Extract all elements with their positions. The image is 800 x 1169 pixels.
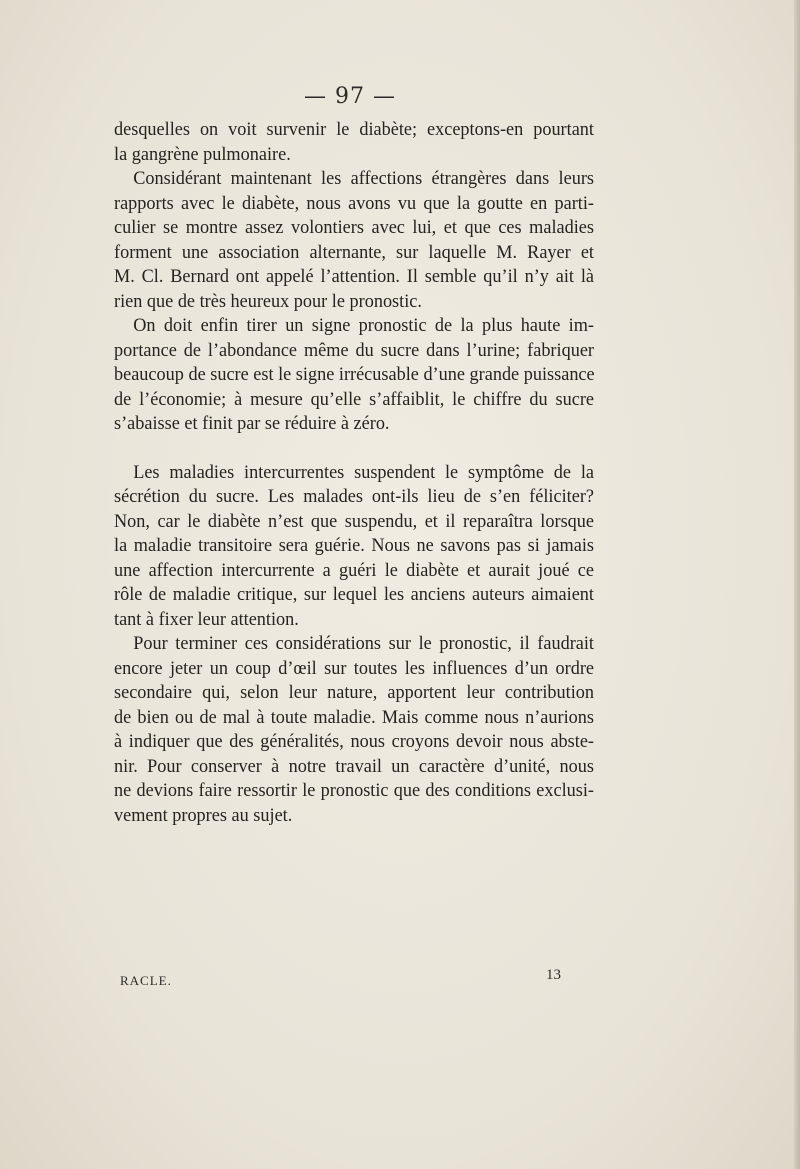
text-line: On doit enfin tirer un signe pronostic de la plus haute im- (133, 315, 594, 336)
text-line: de bien ou de mal à toute maladie. Mais comme nous n’aurions (114, 706, 594, 728)
body-text (114, 118, 594, 828)
text-line: ne devions faire ressortir le pronostic que des conditions exclusi- (114, 780, 594, 801)
page-number: — 97 — (304, 84, 396, 109)
paragraph-5 (114, 632, 594, 828)
paragraph-spacer (114, 437, 594, 461)
text-line: la gangrène pulmonaire. (114, 143, 291, 165)
text-line: tant à fixer leur attention. (114, 608, 299, 630)
text-line: beaucoup de sucre est le signe irrécusable d’une grande puissance (114, 364, 595, 385)
text-line: Considérant maintenant les affections étrangères dans leurs (133, 168, 594, 189)
text-line: secondaire qui, selon leur nature, apportent leur contribution (114, 682, 594, 703)
text-line: Pour terminer ces considérations sur le pronostic, il faudrait (133, 633, 594, 654)
text-line: la maladie transitoire sera guérie. Nous ne savons pas si jamais (114, 535, 594, 556)
sheet-number: 13 (546, 967, 561, 983)
text-line: forment une association alternante, sur laquelle M. Rayer et (114, 241, 594, 263)
page-edge (794, 0, 800, 1169)
author-signature: RACLE. (120, 973, 172, 988)
paragraph-4 (114, 461, 594, 633)
text-line: rien que de très heureux pour le pronostic. (114, 290, 422, 312)
text-line: à indiquer que des généralités, nous croyons devoir nous abste- (114, 731, 594, 752)
text-line: portance de l’abondance même du sucre dans l’urine; fabriquer (114, 339, 594, 361)
text-line: une affection intercurrente a guéri le diabète et aurait joué ce (114, 559, 594, 581)
paragraph-3 (114, 314, 594, 437)
paragraph-1 (114, 118, 594, 167)
text-line: de l’économie; à mesure qu’elle s’affaiblit, le chiffre du sucre (114, 388, 594, 410)
text-line: encore jeter un coup d’œil sur toutes les influences d’un ordre (114, 657, 594, 679)
text-line: nir. Pour conserver à notre travail un caractère d’unité, nous (114, 755, 594, 777)
text-line: vement propres au sujet. (114, 804, 293, 826)
text-line: M. Cl. Bernard ont appelé l’attention. Il semble qu’il n’y ait là (114, 266, 594, 287)
text-line: Non, car le diabète n’est que suspendu, et il reparaîtra lorsque (114, 510, 594, 532)
text-line: sécrétion du sucre. Les malades ont-ils lieu de s’en féliciter? (114, 486, 594, 507)
text-line: rôle de maladie critique, sur lequel les anciens auteurs aimaient (114, 584, 594, 605)
text-line: rapports avec le diabète, nous avons vu que la goutte en parti- (114, 192, 594, 214)
text-line: desquelles on voit survenir le diabète; exceptons-en pourtant (114, 119, 594, 140)
text-line: culier se montre assez volontiers avec lui, et que ces maladies (114, 217, 594, 238)
paragraph-2 (114, 167, 594, 314)
text-line: Les maladies intercurrentes suspendent le symptôme de la (133, 461, 594, 483)
text-line: s’abaisse et finit par se réduire à zéro. (114, 413, 390, 434)
